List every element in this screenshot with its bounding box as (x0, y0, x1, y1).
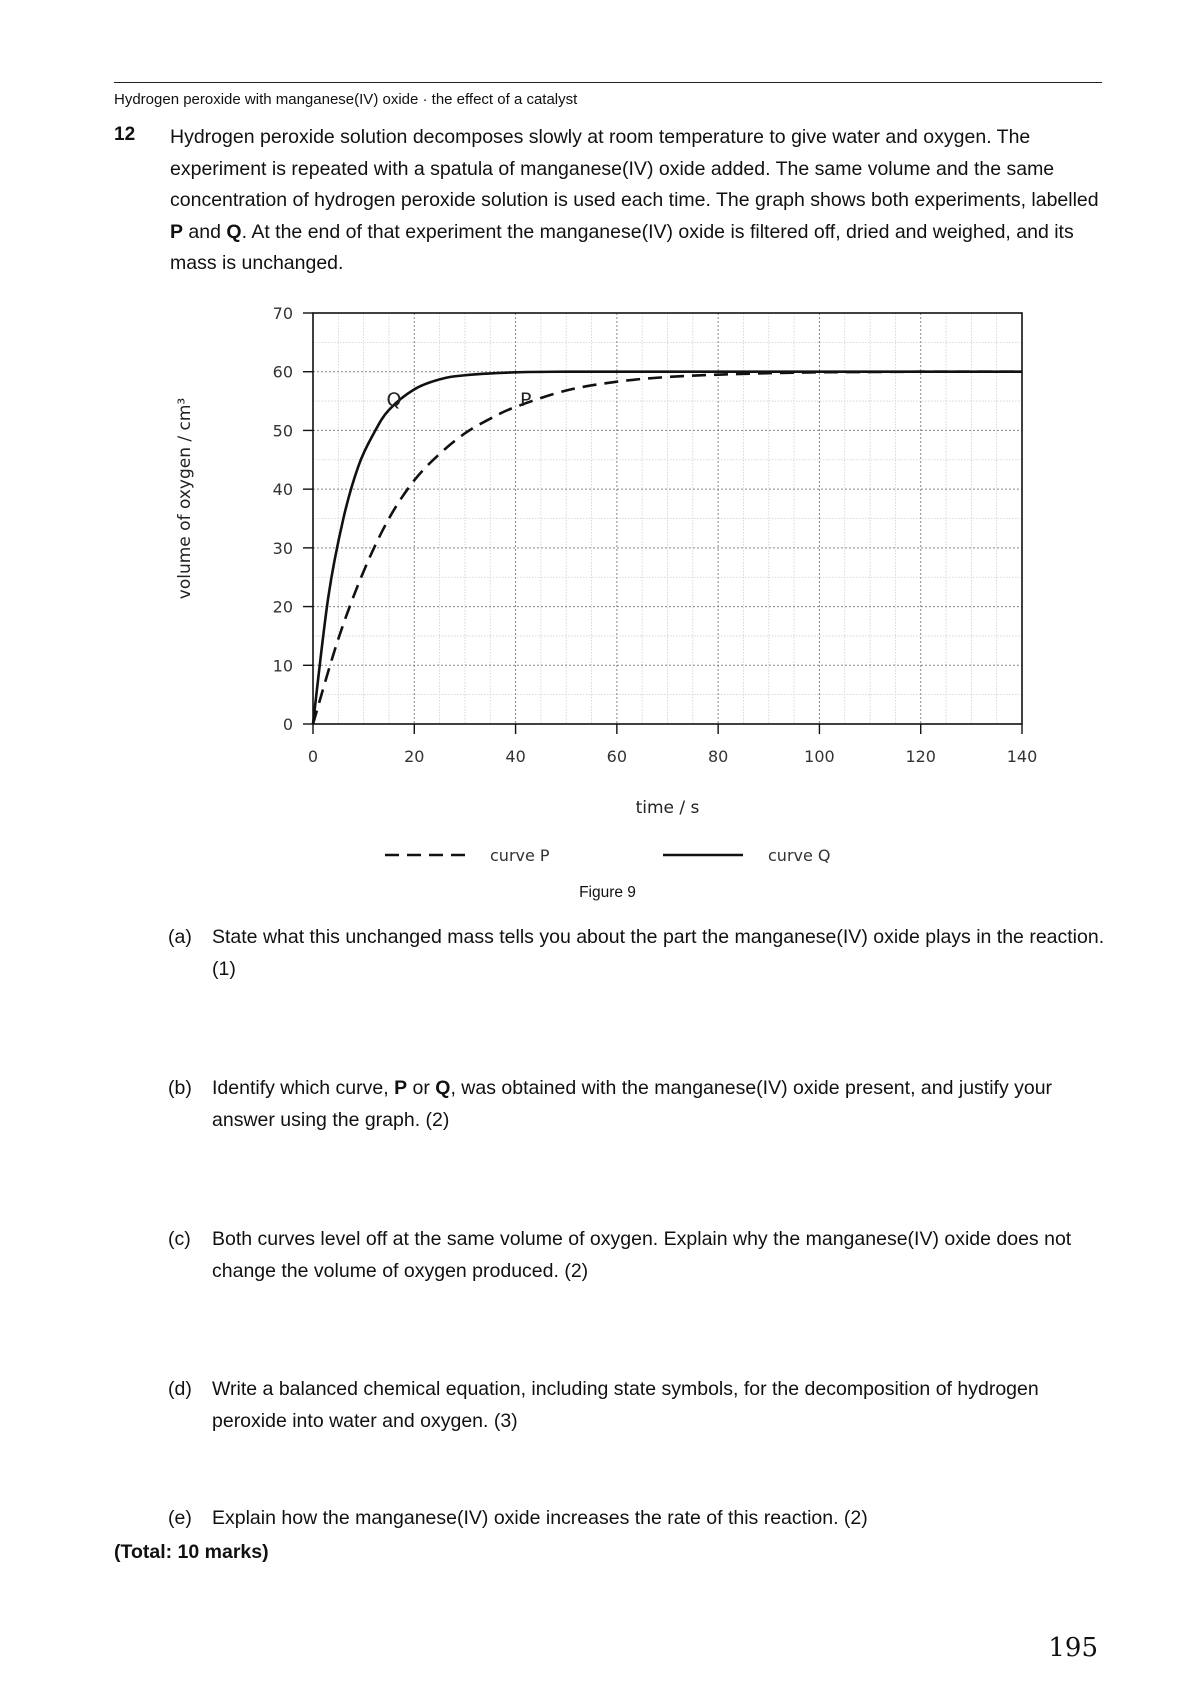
x-tick-label: 120 (905, 747, 936, 766)
x-tick-label: 140 (1006, 747, 1038, 766)
stem-text-2: . At the end of that experiment the manganese(IV) oxide is filtered off, dried and weighed, and its mass is unchanged. (170, 220, 1074, 274)
x-tick-labels (308, 747, 1037, 766)
page-number: 195 (1048, 1633, 1098, 1663)
question-stem (170, 122, 1100, 280)
axis-ticks (303, 313, 1022, 734)
total-marks: (Total: 10 marks) (114, 1541, 269, 1563)
part-d (168, 1374, 1108, 1437)
part-c (168, 1224, 1108, 1287)
part-c-text: Both curves level off at the same volume of oxygen. Explain why the manganese(IV) oxide does not change the volume of oxygen produced. (2) (212, 1228, 1072, 1282)
x-axis-label: time / s (635, 798, 700, 818)
legend-label-q: curve Q (768, 846, 831, 865)
x-tick-label: 60 (606, 747, 628, 766)
curve-label-p: P (519, 388, 532, 411)
x-tick-label: 40 (505, 747, 526, 766)
figure-caption: Figure 9 (579, 884, 636, 901)
part-b-bold-q: Q (435, 1077, 451, 1099)
y-tick-label: 0 (282, 715, 293, 734)
oxygen-volume-chart (160, 296, 1060, 876)
stem-text-1: Hydrogen peroxide solution decomposes slowly at room temperature to give water and oxygen. The experiment is repeated with a spatula of manganese(IV) oxide added. The same volume and the same concentration of hydrogen peroxide solution is used each time. The graph shows both experiments, labelled (170, 126, 1099, 211)
part-c-label: (c) (168, 1228, 191, 1250)
part-a (168, 922, 1108, 985)
running-header (114, 82, 1102, 108)
x-tick-label: 0 (307, 747, 319, 766)
x-tick-label: 80 (707, 747, 729, 766)
part-d-label: (d) (168, 1378, 192, 1400)
part-b-text-1: Identify which curve, (212, 1077, 395, 1099)
part-b-bold-p: P (394, 1077, 408, 1099)
part-e-text: Explain how the manganese(IV) oxide increases the rate of this reaction. (2) (212, 1507, 868, 1529)
y-tick-label: 50 (272, 421, 293, 441)
part-a-text: State what this unchanged mass tells you about the part the manganese(IV) oxide plays in the reaction. (1) (212, 926, 1105, 980)
minor-grid (313, 313, 1022, 724)
part-a-label: (a) (168, 926, 192, 948)
curve-label-q: Q (386, 388, 402, 411)
part-d-text: Write a balanced chemical equation, including state symbols, for the decomposition of hydrogen peroxide into water and oxygen. (3) (212, 1378, 1039, 1432)
part-e-label: (e) (168, 1507, 192, 1529)
header-title: Hydrogen peroxide with manganese(IV) oxide · the effect of a catalyst (114, 91, 578, 108)
stem-bold-q: Q (226, 220, 242, 243)
stem-and: and (183, 220, 227, 243)
part-b (168, 1073, 1108, 1136)
y-tick-label: 70 (272, 304, 293, 323)
part-b-or: or (407, 1077, 436, 1099)
x-tick-label: 20 (404, 747, 425, 766)
part-b-text (212, 1073, 1108, 1136)
y-tick-label: 30 (272, 538, 293, 558)
x-tick-label: 100 (804, 747, 835, 766)
y-tick-label: 40 (272, 480, 293, 500)
part-b-label: (b) (168, 1077, 192, 1099)
y-tick-labels (273, 304, 293, 734)
stem-bold-p: P (170, 220, 184, 243)
y-axis-label: volume of oxygen / cm³ (175, 397, 195, 600)
question-number: 12 (114, 124, 136, 145)
chart-legend (385, 846, 831, 865)
y-tick-label: 60 (272, 362, 293, 382)
legend-label-p: curve P (490, 846, 550, 865)
y-tick-label: 20 (272, 597, 293, 617)
part-b-text-2: , was obtained with the manganese(IV) oxide present, and justify your answer using the graph. (2) (212, 1077, 1053, 1131)
y-tick-label: 10 (272, 656, 293, 676)
part-e (168, 1503, 1108, 1535)
